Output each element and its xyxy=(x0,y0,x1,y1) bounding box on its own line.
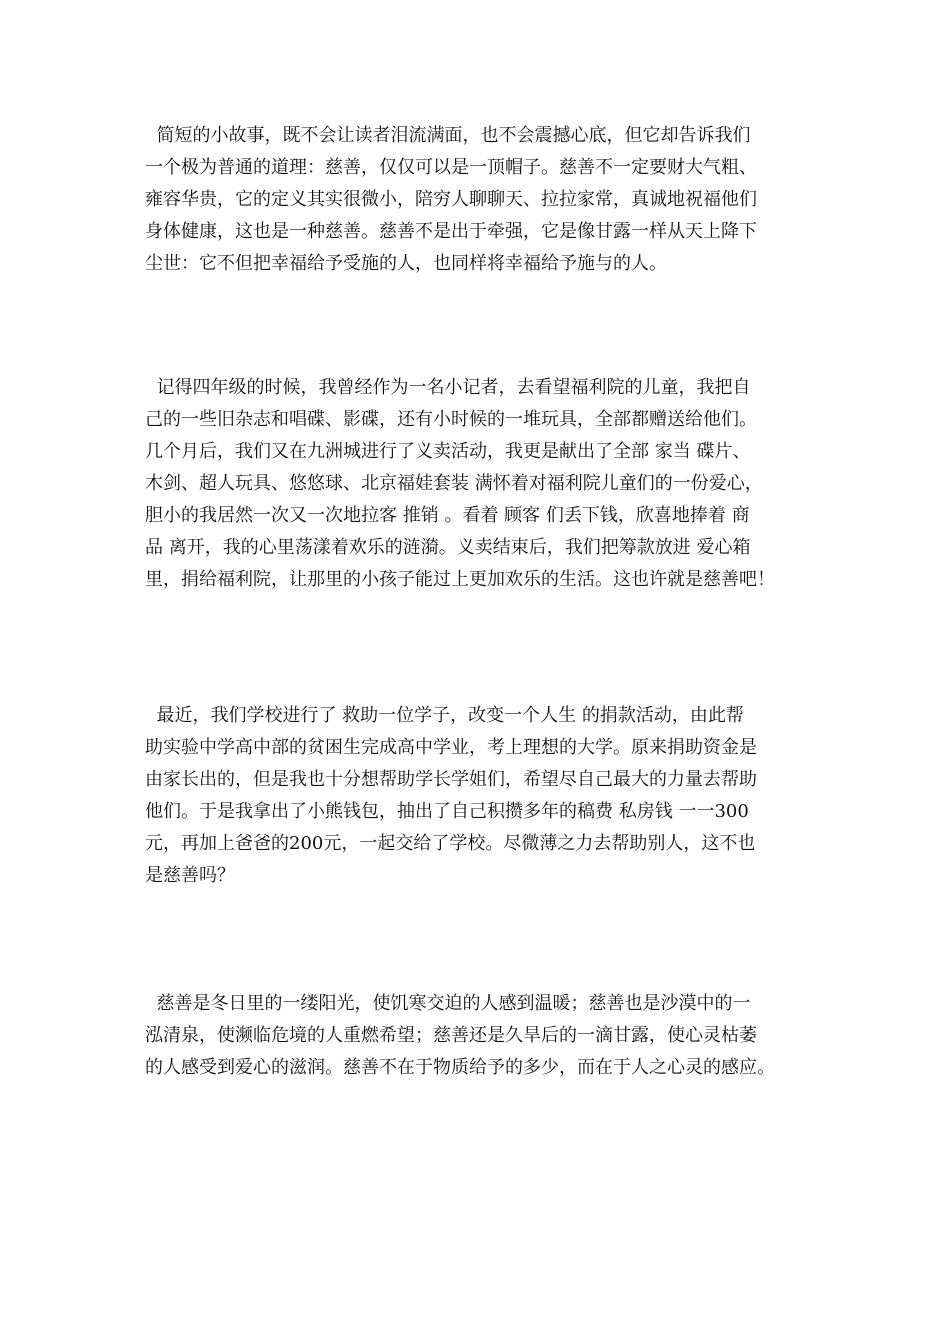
paragraph-line: 的人感受到爱心的滋润。慈善不在于物质给予的多少，而在于人之心灵的感应。 xyxy=(145,1057,775,1078)
paragraph-line: 慈善是冬日里的一缕阳光，使饥寒交迫的人感到温暖；慈善也是沙漠中的一 xyxy=(145,993,751,1014)
paragraph-line: 雍容华贵，它的定义其实很微小，陪穷人聊聊天、拉拉家常，真诚地祝福他们 xyxy=(145,189,757,210)
paragraph-line: 身体健康，这也是一种慈善。慈善不是出于牵强，它是像甘露一样从天上降下 xyxy=(145,221,757,242)
paragraph-line: 记得四年级的时候，我曾经作为一名小记者，去看望福利院的儿童，我把自 xyxy=(145,377,751,398)
paragraph-line: 最近，我们学校进行了 救助一位学子，改变一个人生 的捐款活动，由此帮 xyxy=(145,705,744,726)
paragraph-1 xyxy=(145,120,810,280)
paragraph-line: 几个月后，我们又在九洲城进行了义卖活动，我更是献出了全部 家当 碟片、 xyxy=(145,441,751,462)
paragraph-line: 由家长出的，但是我也十分想帮助学长学姐们，希望尽自己最大的力量去帮助 xyxy=(145,769,757,790)
paragraph-line: 尘世：它不但把幸福给予受施的人，也同样将幸福给予施与的人。 xyxy=(145,253,667,274)
paragraph-line: 品 离开，我的心里荡漾着欢乐的涟漪。义卖结束后，我们把筹款放进 爱心箱 xyxy=(145,537,751,558)
paragraph-line: 他们。于是我拿出了小熊钱包，抽出了自己积攒多年的稿费 私房钱 一一300 xyxy=(145,801,749,822)
paragraph-line: 简短的小故事，既不会让读者泪流满面，也不会震撼心底，但它却告诉我们 xyxy=(145,125,751,146)
paragraph-3 xyxy=(145,700,810,892)
paragraph-line: 木剑、超人玩具、悠悠球、北京福娃套装 满怀着对福利院儿童们的一份爱心， xyxy=(145,473,763,494)
paragraph-4 xyxy=(145,988,810,1084)
paragraph-line: 己的一些旧杂志和唱碟、影碟，还有小时候的一堆玩具，全部都赠送给他们。 xyxy=(145,409,757,430)
paragraph-line: 元，再加上爸爸的200元，一起交给了学校。尽微薄之力去帮助别人，这不也 xyxy=(145,833,756,854)
paragraph-line: 泓清泉，使濒临危境的人重燃希望；慈善还是久旱后的一滴甘露，使心灵枯萎 xyxy=(145,1025,757,1046)
paragraph-line: 一个极为普通的道理：慈善，仅仅可以是一顶帽子。慈善不一定要财大气粗、 xyxy=(145,157,757,178)
paragraph-line: 里，捐给福利院，让那里的小孩子能过上更加欢乐的生活。这也许就是慈善吧！ xyxy=(145,569,775,590)
paragraph-line: 助实验中学高中部的贫困生完成高中学业，考上理想的大学。原来捐助资金是 xyxy=(145,737,757,758)
paragraph-line: 是慈善吗？ xyxy=(145,865,235,886)
paragraph-line: 胆小的我居然一次又一次地拉客 推销 。看着 顾客 们丢下钱，欣喜地捧着 商 xyxy=(145,505,750,526)
paragraph-2 xyxy=(145,372,810,596)
